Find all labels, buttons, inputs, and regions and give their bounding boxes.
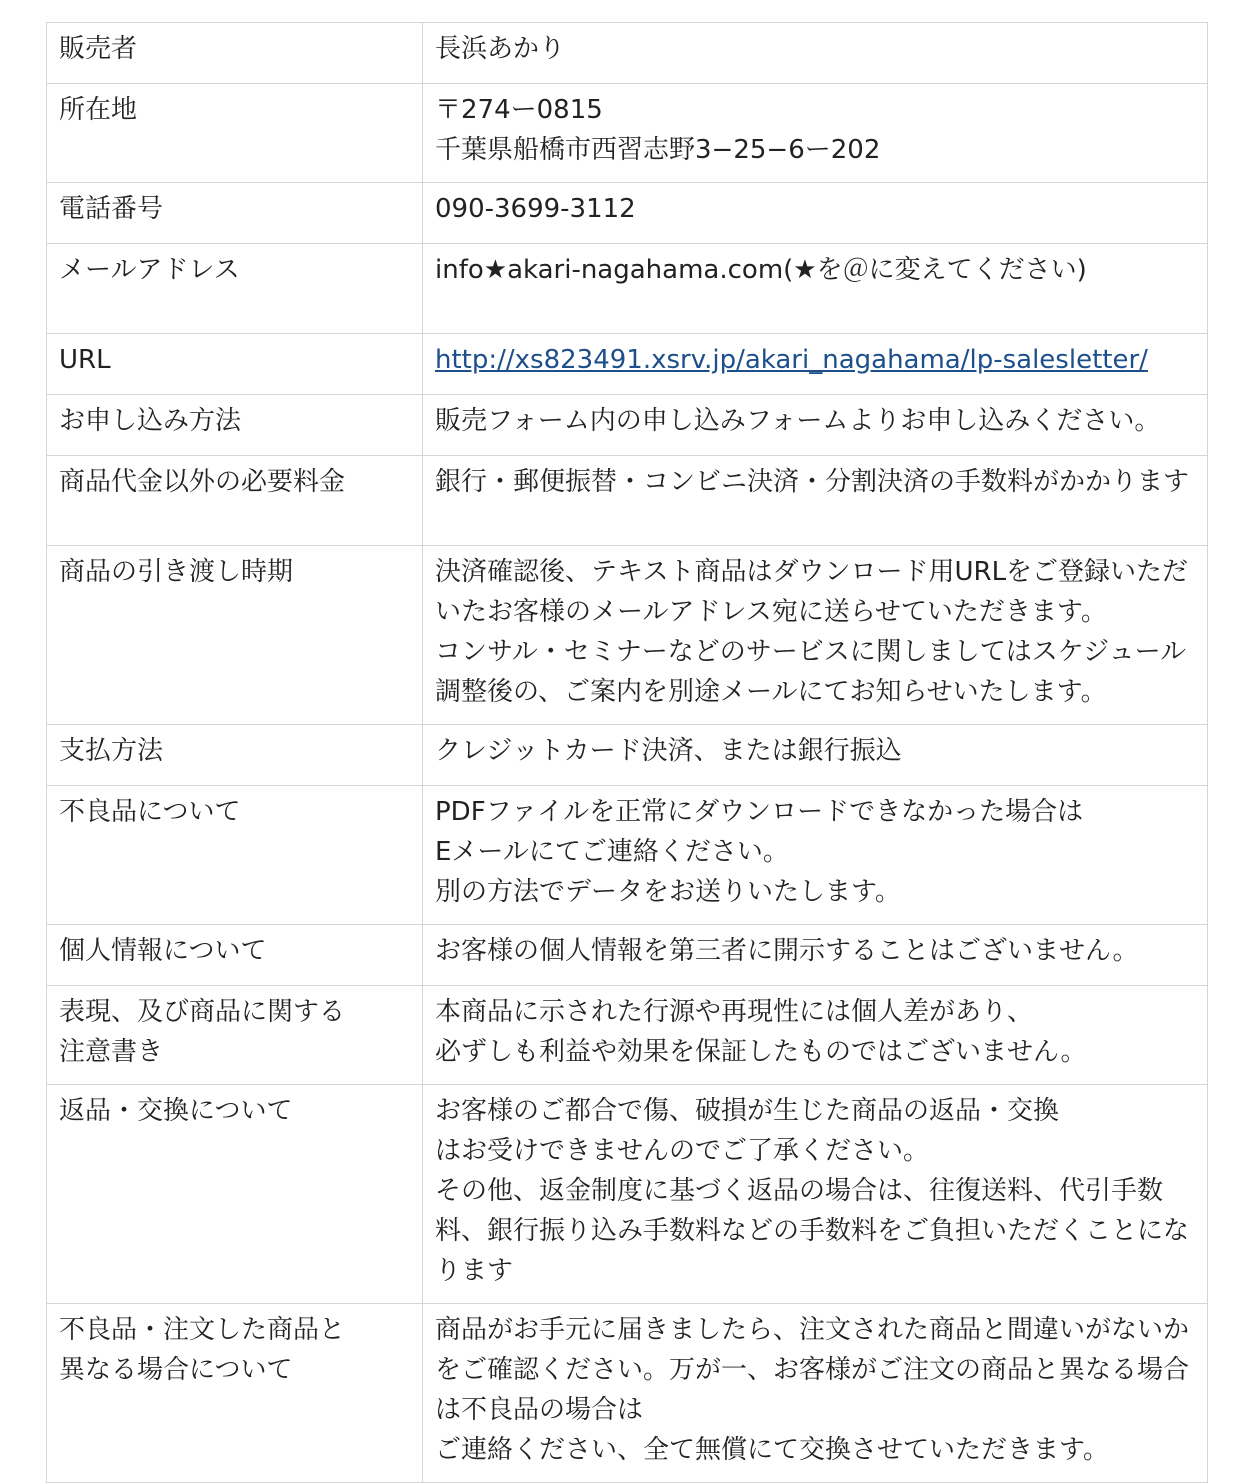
return-text: お客様のご都合で傷、破損が生じた商品の返品・交換 bbox=[435, 1096, 1060, 1126]
label-text: 所在地 bbox=[59, 95, 138, 125]
privacy-text: お客様の個人情報を第三者に開示することはございません。 bbox=[435, 936, 1139, 966]
table-row bbox=[47, 395, 1208, 456]
table-row bbox=[47, 23, 1208, 84]
label-text: お申し込み方法 bbox=[59, 406, 242, 436]
table-row bbox=[47, 1304, 1208, 1483]
row-value bbox=[423, 786, 1208, 925]
address-text: 千葉県船橋市西習志野3−25−6ー202 bbox=[435, 135, 881, 165]
postal-code: 〒274ー0815 bbox=[435, 95, 603, 125]
table-row bbox=[47, 244, 1208, 334]
exchange-text: ご連絡ください、全て無償にて交換させていただきます。 bbox=[435, 1435, 1109, 1465]
label-text: 表現、及び商品に関する bbox=[59, 997, 346, 1027]
payment-method: クレジットカード決済、または銀行振込 bbox=[435, 736, 902, 766]
row-value bbox=[423, 1085, 1208, 1304]
row-label bbox=[47, 395, 423, 456]
table-row bbox=[47, 334, 1208, 395]
row-label bbox=[47, 244, 423, 334]
label-text: 返品・交換について bbox=[59, 1096, 293, 1126]
delivery-text: 決済確認後、テキスト商品はダウンロード用URLをご登録いただいたお客様のメールアドレス宛に送らせていただきます。 bbox=[435, 557, 1189, 627]
row-label bbox=[47, 786, 423, 925]
row-label bbox=[47, 1304, 423, 1483]
exchange-text: 商品がお手元に届きましたら、注文された商品と間違いがないかをご確認ください。万が一、お客様がご注文の商品と異なる場合は不良品の場合は bbox=[435, 1315, 1190, 1425]
label-text: 個人情報について bbox=[59, 936, 267, 966]
defect-text: Eメールにてご連絡ください。 bbox=[435, 837, 789, 867]
row-label bbox=[47, 456, 423, 546]
row-value bbox=[423, 244, 1208, 334]
row-value bbox=[423, 334, 1208, 395]
label-text: 商品の引き渡し時期 bbox=[59, 557, 294, 587]
label-text: メールアドレス bbox=[59, 255, 240, 285]
table-row bbox=[47, 546, 1208, 725]
row-value bbox=[423, 986, 1208, 1085]
phone-number: 090-3699-3112 bbox=[435, 194, 636, 224]
row-value bbox=[423, 23, 1208, 84]
row-value bbox=[423, 395, 1208, 456]
label-text: 異なる場合について bbox=[59, 1355, 293, 1385]
row-value bbox=[423, 183, 1208, 244]
seller-name: 長浜あかり bbox=[435, 34, 566, 64]
row-label bbox=[47, 23, 423, 84]
row-label bbox=[47, 546, 423, 725]
table-row bbox=[47, 183, 1208, 244]
site-url-link[interactable]: http://xs823491.xsrv.jp/akari_nagahama/lp-salesletter/ bbox=[435, 345, 1148, 375]
row-label bbox=[47, 183, 423, 244]
return-text: その他、返金制度に基づく返品の場合は、往復送料、代引手数料、銀行振り込み手数料などの手数料をご負担いただくことになります bbox=[435, 1176, 1190, 1286]
table-row bbox=[47, 986, 1208, 1085]
table-row bbox=[47, 84, 1208, 183]
label-text: 販売者 bbox=[59, 34, 138, 64]
row-label bbox=[47, 725, 423, 786]
disclaimer-text: 本商品に示された行源や再現性には個人差があり、 bbox=[435, 997, 1034, 1027]
defect-text: 別の方法でデータをお送りいたします。 bbox=[435, 877, 901, 907]
row-value bbox=[423, 84, 1208, 183]
row-value bbox=[423, 456, 1208, 546]
label-text: 支払方法 bbox=[59, 736, 164, 766]
application-method: 販売フォーム内の申し込みフォームよりお申し込みください。 bbox=[435, 406, 1161, 436]
label-text: 不良品・注文した商品と bbox=[59, 1315, 346, 1345]
table-row bbox=[47, 786, 1208, 925]
table-row bbox=[47, 456, 1208, 546]
label-text: 不良品について bbox=[59, 797, 241, 827]
row-value bbox=[423, 925, 1208, 986]
row-label bbox=[47, 925, 423, 986]
row-label bbox=[47, 1085, 423, 1304]
table-row bbox=[47, 925, 1208, 986]
table-row bbox=[47, 1085, 1208, 1304]
row-value bbox=[423, 1304, 1208, 1483]
disclaimer-text: 必ずしも利益や効果を保証したものではございません。 bbox=[435, 1037, 1087, 1067]
row-label bbox=[47, 334, 423, 395]
seller-info-table bbox=[46, 22, 1208, 1483]
row-value bbox=[423, 725, 1208, 786]
additional-fees: 銀行・郵便振替・コンビニ決済・分割決済の手数料がかかります bbox=[435, 467, 1190, 497]
row-label bbox=[47, 84, 423, 183]
delivery-text: コンサル・セミナーなどのサービスに関しましてはスケジュール調整後の、ご案内を別途メールにてお知らせいたします。 bbox=[435, 637, 1187, 707]
label-text: 注意書き bbox=[59, 1037, 164, 1067]
return-text: はお受けできませんのでご了承ください。 bbox=[435, 1136, 930, 1166]
label-text: URL bbox=[59, 345, 111, 375]
defect-text: PDFファイルを正常にダウンロードできなかった場合は bbox=[435, 797, 1084, 827]
label-text: 商品代金以外の必要料金 bbox=[59, 467, 346, 497]
email-address: info★akari-nagahama.com(★を＠に変えてください) bbox=[435, 255, 1087, 285]
row-label bbox=[47, 986, 423, 1085]
row-value bbox=[423, 546, 1208, 725]
label-text: 電話番号 bbox=[59, 194, 164, 224]
table-row bbox=[47, 725, 1208, 786]
